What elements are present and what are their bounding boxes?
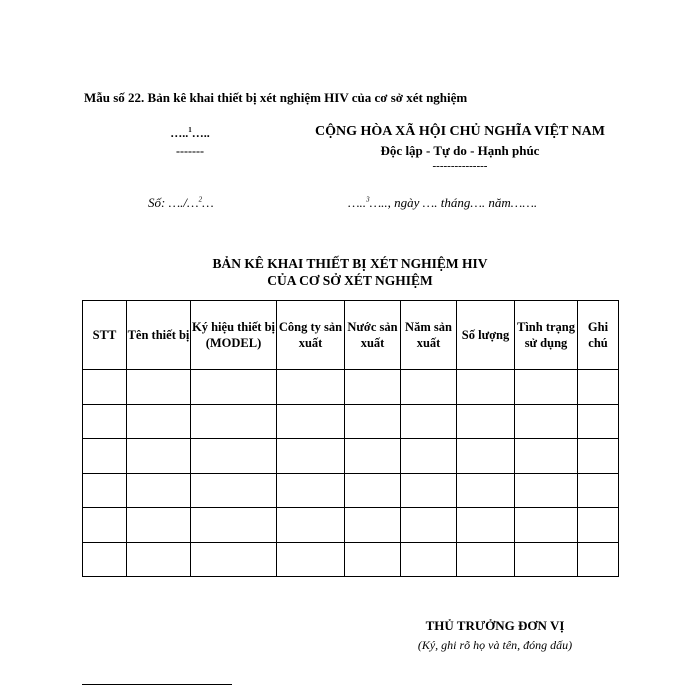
table-cell (457, 508, 515, 543)
table-cell (127, 473, 191, 508)
place-date-line: …..$^3$….., ngày …. tháng…. năm……. (348, 195, 538, 210)
table-row (83, 404, 619, 439)
table-cell (191, 542, 277, 577)
table-cell (277, 404, 345, 439)
form-title: Mẫu số 22. Bản kê khai thiết bị xét nghiệm HIV của cơ sở xét nghiệm (84, 90, 468, 105)
table-cell (345, 370, 401, 405)
table-cell (578, 404, 619, 439)
table-cell (277, 439, 345, 474)
header-country: Nước sản xuất (345, 301, 401, 370)
table-cell (277, 473, 345, 508)
table-body (83, 370, 619, 577)
table-cell (345, 439, 401, 474)
national-motto: Độc lập - Tự do - Hạnh phúc (380, 143, 540, 158)
header-note: Ghi chú (578, 301, 619, 370)
table-cell (457, 404, 515, 439)
table-cell (127, 370, 191, 405)
table-cell (578, 473, 619, 508)
signature-note: (Ký, ghi rõ họ và tên, đóng dấu) (417, 638, 573, 652)
table-cell (515, 404, 578, 439)
organization-underline: ------- (176, 144, 204, 158)
table-cell (83, 473, 127, 508)
header-quantity: Số lượng (457, 301, 515, 370)
table-row (83, 508, 619, 543)
table-cell (345, 473, 401, 508)
table-cell (191, 404, 277, 439)
header-device-name: Tên thiết bị (127, 301, 191, 370)
table-cell (401, 508, 457, 543)
table-header-row (83, 301, 619, 370)
table-cell (457, 370, 515, 405)
table-cell (191, 370, 277, 405)
table-cell (401, 473, 457, 508)
table-cell (457, 439, 515, 474)
table-cell (127, 542, 191, 577)
header-stt: STT (83, 301, 127, 370)
table-cell (578, 508, 619, 543)
table-cell (578, 542, 619, 577)
table-row (83, 473, 619, 508)
table-cell (277, 508, 345, 543)
table-cell (83, 370, 127, 405)
table-row (83, 542, 619, 577)
header-manufacturer: Công ty sản xuất (277, 301, 345, 370)
table-cell (515, 370, 578, 405)
document-number: Số: …./…$^2$… (148, 195, 214, 210)
header-model: Ký hiệu thiết bị (MODEL) (191, 301, 277, 370)
table-cell (83, 508, 127, 543)
table-cell (191, 473, 277, 508)
table-cell (401, 439, 457, 474)
table-cell (345, 404, 401, 439)
document-title-line-2: CỦA CƠ SỞ XÉT NGHIỆM (267, 273, 433, 288)
header-condition: Tình trạng sử dụng (515, 301, 578, 370)
document-title (100, 255, 600, 289)
table-cell (515, 473, 578, 508)
organization-header (140, 124, 240, 160)
table-cell (457, 473, 515, 508)
table-cell (127, 508, 191, 543)
table-cell (457, 542, 515, 577)
table-cell (277, 370, 345, 405)
motto-underline: --------------- (432, 160, 488, 172)
table-row (83, 370, 619, 405)
nation-name: CỘNG HÒA XÃ HỘI CHỦ NGHĨA VIỆT NAM (314, 124, 605, 139)
table-cell (345, 508, 401, 543)
signature-title: THỦ TRƯỞNG ĐƠN VỊ (425, 618, 565, 633)
table-cell (515, 542, 578, 577)
table-cell (277, 542, 345, 577)
table-cell (83, 404, 127, 439)
national-header (290, 122, 630, 172)
table-cell (401, 404, 457, 439)
equipment-table (82, 300, 619, 577)
table-cell (345, 542, 401, 577)
table-cell (578, 439, 619, 474)
table-row (83, 439, 619, 474)
footnote-separator (82, 684, 232, 685)
organization-placeholder: …..$^1$….. (170, 126, 210, 140)
header-year: Năm sản xuất (401, 301, 457, 370)
table-cell (401, 370, 457, 405)
document-title-line-1: BẢN KÊ KHAI THIẾT BỊ XÉT NGHIỆM HIV (212, 256, 488, 271)
table-cell (83, 542, 127, 577)
table-cell (401, 542, 457, 577)
table-cell (191, 439, 277, 474)
table-cell (515, 439, 578, 474)
table-cell (191, 508, 277, 543)
table-cell (578, 370, 619, 405)
table-cell (127, 404, 191, 439)
table-cell (127, 439, 191, 474)
table-cell (515, 508, 578, 543)
table-cell (83, 439, 127, 474)
